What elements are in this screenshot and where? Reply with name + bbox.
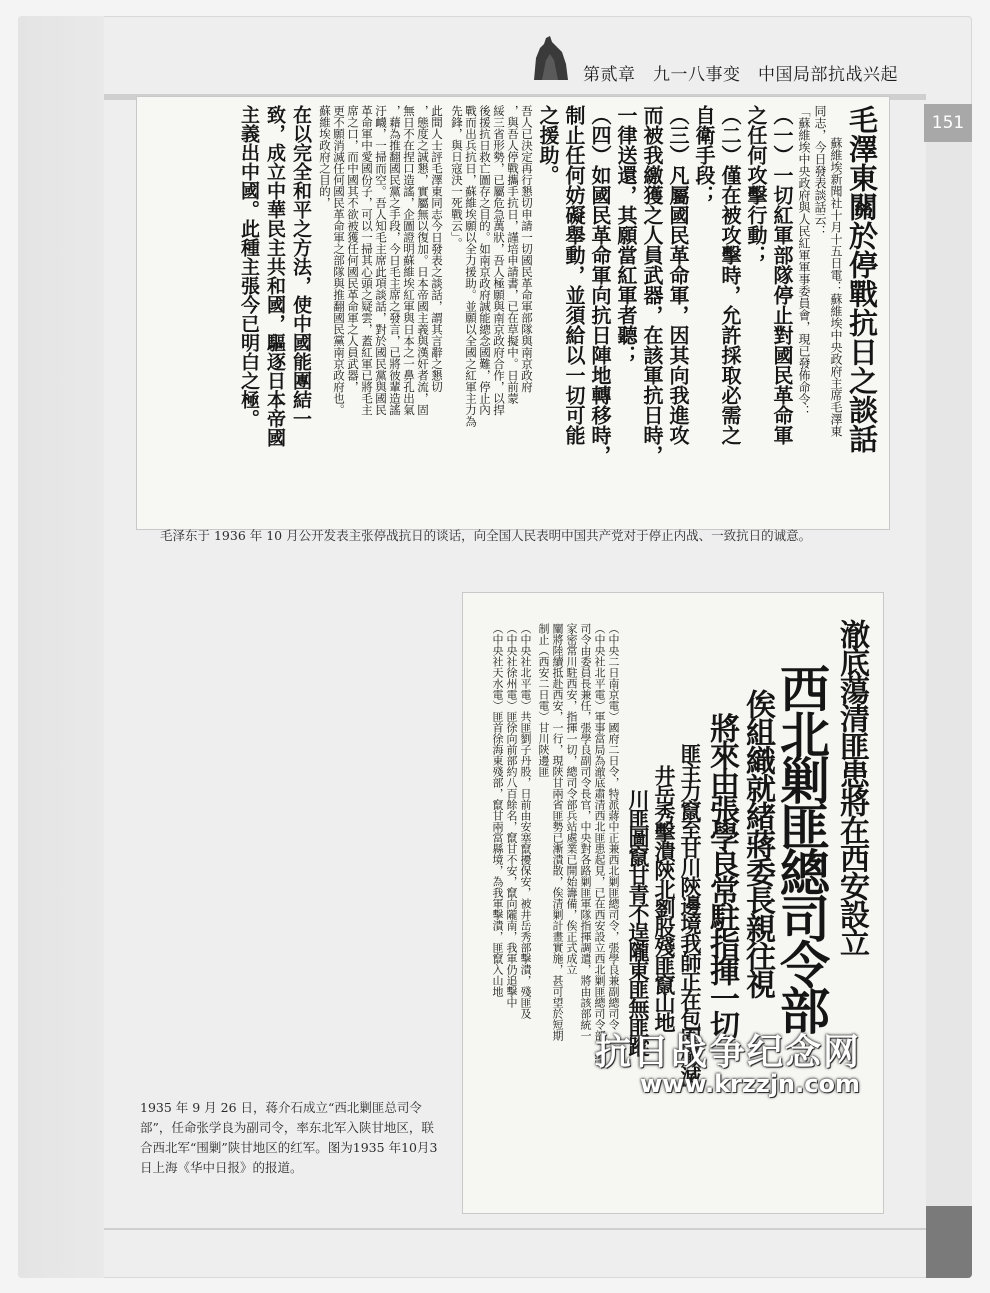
body-line: 司令由委員長兼任，張學良副司令長官，中央對各路剿匪軍隊指揮調遣，將由該部統一 — [579, 623, 592, 1041]
item-3a: （三）凡屬國民革命軍，因其向我進攻 — [666, 105, 690, 445]
body-line: （中央社天水電）匪首徐海東殘部，竄甘兩當縣境，為我軍擊潰，匪竄入山地 — [491, 623, 504, 997]
newspaper-scan-northwest-hq — [462, 592, 884, 1214]
headline-1: 澈底蕩清匪患將在西安設立 — [834, 619, 869, 955]
headline-6: 井岳秀擊潰陝北劉股殘匪竄山地 — [652, 765, 677, 1031]
headline: 毛澤東關於停戰抗日之談話 — [845, 105, 879, 453]
right-margin-band — [926, 142, 972, 1278]
soldier-statue-emblem — [528, 34, 572, 82]
closing-line: 致，成立中華民主共和國，驅逐日本帝國 — [264, 105, 286, 447]
body-line: ，藉為推翻國民黨之手段，今日毛主席之發言，已將彼輩造謠 — [388, 105, 402, 416]
item-3b: 而被我繳獲之人員武器，在該軍抗日時， — [640, 105, 664, 465]
chapter-title: 第贰章 九一八事变 中国局部抗战兴起 — [583, 65, 898, 85]
right-bottom-block — [926, 1206, 972, 1278]
body-line: 後援抗日救亡圖存之目的。如南京政府誠能總念國難，停止內 — [478, 105, 492, 416]
body-line: ，與吾人停戰攜手抗日，謹培申請書，已在草擬中。日前蒙 — [506, 105, 520, 404]
page-number: 151 — [924, 104, 972, 142]
body-line: （中央社徐州電）匪徐向前部約八百餘名，竄甘不安，竄向隴南，我軍仍追擊中 — [505, 623, 518, 1008]
body-line: （中央社北平電）共匪劉子丹股，日前由安塞竄擾保安，被井岳秀部擊潰，殘匪及 — [519, 623, 532, 1019]
body-line: 制止（西安二日電）甘川陝邊匪 — [537, 623, 550, 777]
headline-5: 匪主力竄至甘川陝邊境我師正在包圍殲滅 — [678, 743, 703, 1085]
item-4b: 制止任何妨礙舉動，並須給以一切可能 — [562, 105, 586, 445]
newspaper-scan-mao-talk — [136, 96, 890, 530]
body-line: 蘇維埃政府之目的， — [318, 105, 332, 209]
body-line: 無日不在捏口造謠，企圖證明蘇維埃紅軍與日本之一鼻孔出氣 — [402, 105, 416, 416]
body-line: 吾人已決定再行懇切申請一切國民革命軍部隊與南京政府 — [520, 105, 534, 393]
footer-rule — [104, 1228, 926, 1230]
body-line: 先鋒，與日寇決一死戰云」。 — [450, 105, 464, 249]
body-line: ，態度之誠懇，實屬無以復加。日本帝國主義與漢奸者流，固 — [416, 105, 430, 416]
body-line: 戰而出兵抗日，蘇維埃願以全力援助。並願以全國之紅軍主力為 — [464, 105, 478, 427]
body-line: 席之口，而中國其不欲被獲任何國民革命軍之人員武器， — [346, 105, 360, 393]
item-4a: （四）如國民革命軍向抗日陣地轉移時， — [588, 105, 612, 465]
body-line: 闡將陸續抵赴西安，一行，現陝甘兩省匪勢已漸潰散，俟清剿計畫實施，甚可望於短期 — [551, 623, 564, 1041]
headline-3: 俟組織就緒蔣委長親往視 — [740, 689, 775, 997]
body-line: 革命軍中愛國份子，可以一掃其心頭之疑雲，蓋紅軍已將毛主 — [360, 105, 374, 416]
item-1a: （一）一切紅軍部隊停止對國民革命軍 — [770, 105, 794, 445]
body-line: 家密常川駐西安，指揮一切，總司令部兵站處業已開始籌備，俟正式成立 — [565, 623, 578, 975]
item-1b: 之任何攻擊行動； — [744, 105, 768, 265]
watermark-site-name: 抗日战争纪念网 — [595, 1031, 862, 1073]
item-3c: 一律送還，其願當紅軍者聽； — [614, 105, 638, 365]
body-line: 更不願消滅任何國民革命軍之部隊與推翻國民黨南京政府也。 — [332, 105, 346, 416]
lead: 「蘇維埃中央政府與人民紅軍軍事委員會，現已發佈命令： — [797, 105, 811, 417]
body-line: 綏三省形勢，已屬危急萬狀，吾人極願與南京政府合作，以捍 — [492, 105, 506, 416]
body-line: 此間人士評毛澤東同志今日發表之談話，謂其言辭之懇切 — [430, 105, 444, 393]
body-line: （中央社北平電）軍事當局為澈底肅清西北匪患起見，已在西安設立西北剿匪總司令部，總 — [593, 623, 606, 1063]
bottom-caption: 1935 年 9 月 26 日，蒋介石成立“西北剿匪总司令部”，任命张学良为副司令，率东北军入陕甘地区，联合西北军“围剿”陕甘地区的红军。图为1935 年10月3日上海《华中日报》的报道。 — [140, 1100, 438, 1175]
item-2a: （二）僅在被攻擊時，允許採取必需之 — [718, 105, 742, 445]
top-caption: 毛泽东于 1936 年 10 月公开发表主张停战抗日的谈话，向全国人民表明中国共产党对于停止内战、一致抗日的诚意。 — [160, 528, 812, 543]
item-2b: 自衛手段； — [692, 105, 716, 205]
closing-line: 主義出中國。此種主張今已明白之極。 — [238, 105, 260, 428]
body-line: 汙衊，一掃而空。吾人知毛主席此項談話，對於國民黨與國民 — [374, 105, 388, 416]
headline-7: 川匪圖竄甘青不逞隴東匪無匪蹤 — [626, 789, 651, 1055]
dateline: 蘇維埃新聞社十月十五日電：蘇維埃中央政府主席毛澤東 — [829, 137, 843, 437]
watermark-url: www.krzzjn.com — [640, 1070, 860, 1098]
closing-line: 在以完全和平之方法，使中國能團結一 — [290, 105, 312, 428]
body-line: （中央二日南京電）國府二日令，特派蔣中正兼西北剿匪總司令，張學良兼副總司令 — [607, 623, 620, 1030]
left-margin-band — [18, 16, 104, 1278]
headline-2: 西北剿匪總司令部 — [772, 663, 831, 1031]
dateline-2: 同志，今日發表談話云： — [813, 105, 827, 237]
item-4c: 之援助。 — [536, 105, 560, 185]
headline-4: 將來由張學良常駐指揮一切 — [704, 713, 739, 1037]
